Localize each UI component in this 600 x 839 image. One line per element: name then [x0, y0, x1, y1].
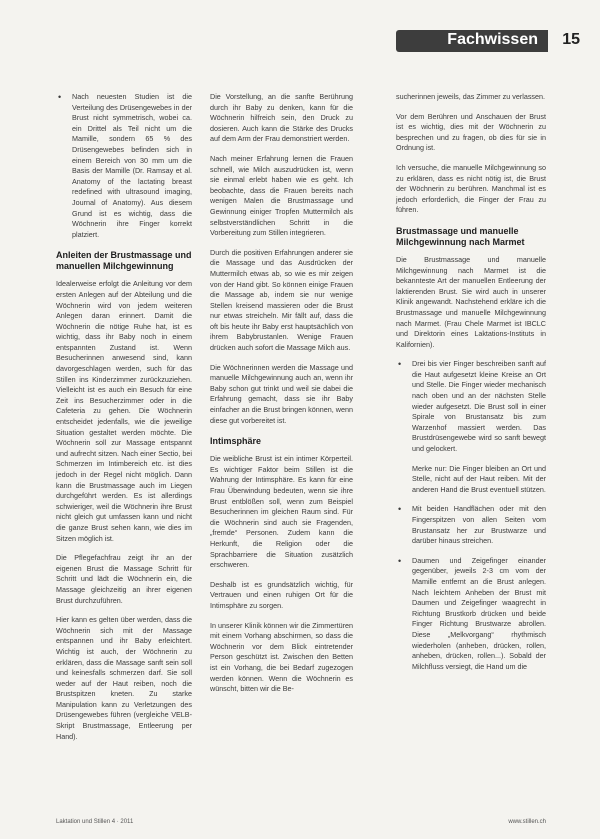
paragraph: Durch die positiven Erfahrungen anderer sie die Massage und das Ausdrücken der Muttermilch etwas ab, so wie es mir zeigen von der Hand gibt. So können einige Frauen die Massage ab, indem sie nur wenige Stellen kreisend massieren oder die Brust nur etwas streicheln. Mir fällt auf, dass die oft bis heute ihr Baby erst hauptsächlich von ihrem Babybrustanlen. Wenige Frauen drücken auch sofort die Massage Milch aus.	[210, 247, 353, 353]
page-number: 15	[562, 31, 580, 48]
paragraph: Idealerweise erfolgt die Anleitung vor dem ersten Anlegen auf der Abteilung und die Wöchnerin wird von jedem weiteren Anlegen daran erinnert. Damit die Wöchnerin die nötige Ruhe hat, ist es wichtig, dass ihr Baby noch in einem entspannten Zustand ist. Wenn Besucherinnen anwesend sind, kann davorgeschlagen werden, such für das Stillen ins Kinderzimmer zurückzuziehen. Vielleicht ist es auch ein Besuch für eine Zeit ins Besucherzimmer oder in die Cafeteria zu gehen. Die Wöchnerin entscheidet jedenfalls, wie die jeweilige Situation gestaltet werden möchte. Die Wöchnerin soll zur Massage entspannt und aufrecht sitzen. Nach einer Sectio, bei Schmerzen im Intimbereich etc. ist dies jedoch in der Regel nicht möglich. Dann kann die Brustmassage auch im Liegen durchgeführt werden. Es ist allerdings schwieriger, weil die Wöchnerin ihre Brust nicht gleich gut umfassen kann und nicht die ganze Brust sehen kann, wie dies im Sitzen möglich ist.	[56, 279, 192, 543]
paragraph: Nach meiner Erfahrung lernen die Frauen schnell, wie Milch auszudrücken ist, wenn sie einmal erlebt haben wie es geht. Ich beobachte, dass die Frauen bereits nach wenigen Malen die Brustmassage und Gewinnung einiger Tropfen Muttermilch als selbstverständlichen Schritt in die Vorbereitung zum Stillen integrieren.	[210, 153, 353, 238]
paragraph: Vor dem Berühren und Anschauen der Brust ist es wichtig, dies mit der Wöchnerin zu besprechen und zu fragen, ob dies für sie in Ordnung ist.	[396, 111, 546, 153]
paragraph: Hier kann es gelten über werden, dass die Wöchnerin sich mit der Massage entspannen und ihr Baby erleichtert. Wichtig ist auch, der Wöchnerin zu erklären, dass die Massage sanft sein soll und keinesfalls schmerzen darf. Sie soll weder auf der Haut reiben, noch die Brustspitzen kneten. Zu starke Manipulation kann zu Verletzungen des Drüsengewebes führen (vergleiche VELB-Skript Brustmassage, Entleerung per Hand).	[56, 615, 192, 741]
paragraph: Die Pflegefachfrau zeigt ihr an der eigenen Brust die Massage Schritt für Schritt und lädt die Wöchnerin ein, die Massage gleichzeitig an ihrer eigenen Brust durchzuführen.	[56, 553, 192, 605]
sub-paragraph: Merke nur: Die Finger bleiben an Ort und Stelle, nicht auf der Haut reiben. Mit der anderen Hand die Brust eventuell stützen.	[412, 463, 546, 494]
bullet-paragraph: • Nach neuesten Studien ist die Verteilung des Drüsengewebes in der Brust nicht symmetrisch, wobei ca. ein Drittel als Teil nicht um die Mamille, sondern 65 % des Drüsengewebes befinden sich in einem Bereich von 30 mm um die Basis der Mamille (Dr. Ramsay et al. Anatomy of the lactating breast redefined with ultrasound imaging, Journal of Anatomy). Aus diesem Grund ist es wichtig, dass die Wöchnerin ihre Finger korrekt platziert.	[56, 92, 192, 240]
column-3	[396, 92, 546, 681]
paragraph: Die weibliche Brust ist ein intimer Körperteil. Es wichtiger Faktor beim Stillen ist die Wahrung der Intimsphäre. Es kann für eine Frau Überwindung bedeuten, wenn sie ihre Brust entblößen soll, wenn zum Beispiel Besucherinnen im gleichen Raum sind. Für die Wöchnerin sind auch sie Fragenden, „fremde“ Personen. Zudem kann die Herkunft, die Religion oder die Sprachbarriere die Situation zusätzlich erschweren.	[210, 454, 353, 570]
paragraph: sucherinnen jeweils, das Zimmer zu verlassen.	[396, 92, 546, 101]
section-header-bar	[396, 30, 548, 52]
bullet-paragraph: • Drei bis vier Finger beschreiben sanft auf die Haut aufgesetzt kleine Kreise an Ort und Stelle. Die Finger wieder mechanisch nach oben und an der nächsten Stelle wieder aufgesetzt. Die Brust soll in einer Spirale von Brustansatz bis zum Warzenhof massiert werden. Das Brustdrüsengewebe wird so sanft bewegt und gelockert.	[396, 359, 546, 454]
paragraph: Die Brustmassage und manuelle Milchgewinnung nach Marmet ist die bekannteste Art der manuellen Entleerung der laktierenden Brust. Sie wird auch in unserer Klinik angewandt. Nachstehend erkläre ich die Brustmassage und manuelle Milchgewinnung nach Marmet. (Frau Chele Marmet ist IBCLC und Direktorin eines Laktations-Instituts in Kalifornien).	[396, 254, 546, 349]
paragraph: Deshalb ist es grundsätzlich wichtig, für Vertrauen und einen ruhigen Ort für die Intimsphäre zu sorgen.	[210, 579, 353, 610]
section-heading: Anleiten der Brustmassage und manuellen Milchgewinnung	[56, 250, 192, 272]
bullet-paragraph: • Daumen und Zeigefinger einander gegenüber, jeweils 2-3 cm vom der Mamille entfernt an die Brust anlegen. Nach leichtem Anheben der Brust mit Daumen und Zeigefinger waagrecht in Richtung Brustkorb drücken und beide Finger Richtung Brustwarze abrollen. Diese „Melkvorgang“ rhythmisch wiederholen (anheben, drücken, rollen, anheben, drücken, rollen...). Sobald der Milchfluss versiegt, die Hand um die	[396, 556, 546, 673]
paragraph: Die Vorstellung, an die sanfte Berührung durch ihr Baby zu denken, kann für die Wöchnerin hilfreich sein, den Druck zu dosieren. Auch kann die Stärke des Drucks auf dem Arm der Frau demonstriert werden.	[210, 92, 353, 144]
paragraph: Die Wöchnerinnen werden die Massage und manuelle Milchgewinnung auch an, wenn ihr Baby schon gut trinkt und weil sie dabei die Erfahrung gemacht, dass sie ihr Baby einfacher an die Brust bringen können, wenn diese gut vorbereitet ist.	[210, 362, 353, 425]
section-heading: Brustmassage und manuelle Milchgewinnung nach Marmet	[396, 225, 525, 247]
section-title: Fachwissen	[447, 31, 538, 48]
column-1	[56, 92, 192, 751]
footer-website: www.stillen.ch	[508, 819, 546, 825]
section-heading: Intimsphäre	[210, 436, 262, 447]
column-2	[210, 92, 353, 704]
footer-journal: Laktation und Stillen 4 · 2011	[56, 819, 134, 825]
bullet-paragraph: • Mit beiden Handflächen oder mit den Fingerspitzen von allen Seiten vom Brustansatz her zur Brustwarze und darüber hinaus streichen.	[396, 504, 546, 546]
paragraph: Ich versuche, die manuelle Milchgewinnung so zu erklären, dass es nicht nötig ist, die Brust der Wöchnerin zu berühren. Manchmal ist es jedoch erforderlich, die Finger der Frau zu führen.	[396, 162, 546, 215]
paragraph: In unserer Klinik können wir die Zimmertüren mit einem Vorhang abschirmen, so dass die Wöchnerin vor dem Blick eintretender Person geschützt ist. Zwischen den Betten ist ein Vorhang, die bei Bedarf zugezogen werden können. Wenn die Wöchnerin es wünscht, bitten wir die Be-	[210, 620, 353, 694]
